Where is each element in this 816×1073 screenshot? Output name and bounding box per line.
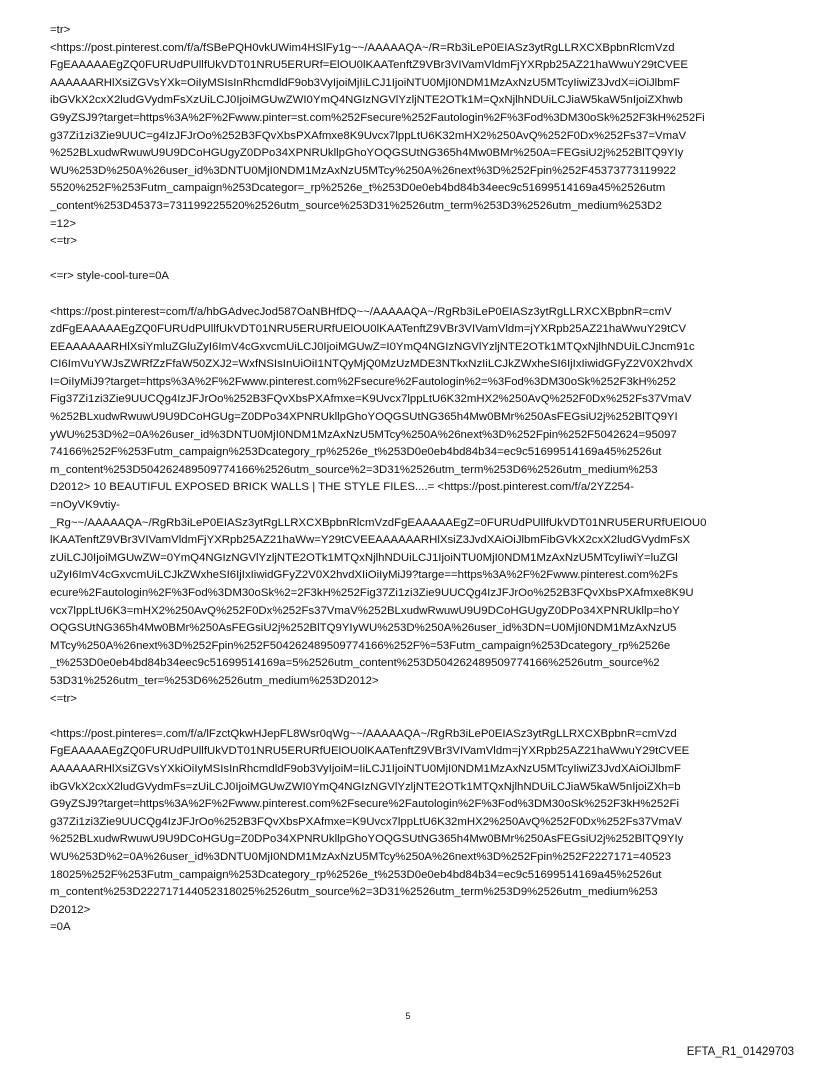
text-line: I=OiIyMiJ9?target=https%3A%2F%2Fwww.pinterest.com%2Fsecure%2Fautologin%2=%3Fod%3DM30oSk%252F3kH%252: [50, 375, 676, 388]
document-id: EFTA_R1_01429703: [686, 1046, 794, 1058]
page-number: 5: [405, 1011, 411, 1021]
text-line: ecure%2Fautologin%2F%3Fod%3DM30oSk%2=2F3kH%252Fig37Zi1zi3Zie9UUCQg4IzJFJrOo%252B3FQvXbsPXAfmxe8K9U: [50, 587, 694, 599]
text-line: AAAAAARHlXsiZGVsYXkiOiIyMSIsInRhcmdldF9ob3VyIjoiM=IiLCJ1IjoiNTU0MjI0NDM1MzAxNzU5MTcyIiwiZ3JvdXAiOiJlbmF: [50, 762, 681, 775]
text-line: 53D31%2526utm_ter=%253D6%2526utm_medium%253D2012>: [50, 674, 379, 687]
blank-line: [50, 708, 770, 726]
text-line: G9yZSJ9?target=https%3A%2F%2Fwww.pinter=st.com%252Fsecure%252Fautologin%2F%3Fod%3DM30oSk%252F3kH%252Fi: [50, 111, 705, 124]
text-line: AAAAAARHlXsiZGVsYXk=OiIyMSIsInRhcmdldF9ob3VyIjoiMjIiLCJ1IjoiNTU0MjI0NDM1MzAxNzU5MTcyIiwiZ3JvdX=iOiJlbmF: [50, 76, 680, 89]
text-line: yWU%253D%2=0A%26user_id%3DNTU0MjI0NDM1MzAxNzU5MTcy%250A%26next%3D%252Fpin%252F5042624=95097: [50, 428, 677, 441]
text-line: <=tr>: [50, 692, 77, 705]
text-line: Fig37Zi1zi3Zie9UUCQg4IzJFJrOo%252B3FQvXbsPXAfmxe=K9Uvcx7lppLtU6K32mHX2%250AvQ%252F0Dx%252Fs37VmaV: [50, 393, 692, 406]
text-line: _Rg~~/AAAAAQA~/RgRb3iLeP0EIASz3ytRgLLRXCXBpbnRlcmVzdFgEAAAAAEgZ=0FURUdPUllfUkVDT01NRU5ERURfUElOU0: [50, 516, 707, 529]
text-line: OQGSUtNG365h4Mw0BMr%250AsFEGsiU2j%252BlTQ9YIyWU%253D%250A%26user_id%3DN=U0MjI0NDM1MzAxNzU5: [50, 622, 677, 635]
text-line: uZyI6ImV4cGxvcmUiLCJkZWxheSI6IjIxIiwidGFyZ2V0X2hvdXIiOiIyMiJ9?targe==https%3A%2F%2Fwww.pinterest.com%2Fs: [50, 569, 678, 582]
text-line: g37Zi1zi3Zie9UUCQg4IzJFJrOo%252B3FQvXbsPXAfmxe=K9Uvcx7lppLtU6K32mHX2%250AvQ%252F0Dx%252Fs37VmaV: [50, 815, 682, 828]
text-line: %252BLxudwRwuwU9U9DCoHGUg=Z0DPo34XPNRUkllpGhoYOQGSUtNG365h4Mw0BMr%250AsFEGsiU2j%252BlTQ9YI: [50, 411, 678, 424]
text-line: =12>: [50, 217, 76, 230]
text-line: FgEAAAAAEgZQ0FURUdPUllfUkVDT01NRU5ERURfUElOU0lKAATenftZ9VBr3VIVamVldm=jYXRpb25AZ21haWwuY29tCVEE: [50, 745, 690, 758]
blank-line: [50, 286, 770, 304]
text-line: lKAATenftZ9VBr3VIVamVldmFjYXRpb25AZ21haWw=Y29tCVEEAAAAAARHlXsiZ3JvdXAiOiJlbmFibGVkX2cxX2ludGVydmFsX: [50, 534, 691, 547]
text-line: m_content%253D222717144052318025%2526utm_source%2=3D31%2526utm_term%253D9%2526utm_medium%253: [50, 886, 658, 899]
text-line: vcx7lppLtU6K3=mHX2%250AvQ%252F0Dx%252Fs37VmaV%252BLxudwRwuwU9U9DCoHGUgyZ0DPo34XPNRUkllp=hoY: [50, 604, 680, 617]
text-line: %252BLxudwRwuwU9U9DCoHGUgyZ0DPo34XPNRUkllpGhoYOQGSUtNG365h4Mw0BMr%250A=FEGsiU2j%252BlTQ9YIy: [50, 147, 684, 160]
text-line: WU%253D%250A%26user_id%3DNTU0MjI0NDM1MzAxNzU5MTcy%250A%26next%3D%252Fpin%252F45373773119922: [50, 164, 676, 177]
text-line: <https://post.pinterest=com/f/a/hbGAdvecJod587OaNBHfDQ~~/AAAAAQA~/RgRb3iLeP0EIASz3ytRgLLRXCXBpbnR=cmV: [50, 305, 672, 318]
text-line: <https://post.pinterest.com/f/a/fSBePQH0vkUWim4HSlFy1g~~/AAAAAQA~/R=Rb3iLeP0EIASz3ytRgLLRXCXBpbnRlcmVzd: [50, 41, 675, 54]
text-line: =tr>: [50, 24, 71, 36]
text-line: ibGVkX2cxX2ludGVydmFs=zUiLCJ0IjoiMGUwZWI0YmQ4NGIzNGVlYzljNTE2OTk1MTQxNjlhNDUiLCJiaW5kaW5nIjoiZXh=b: [50, 780, 681, 793]
text-line: =nOyVK9vtiy-: [50, 499, 120, 512]
text-line: EEAAAAAARHlXsiYmluZGluZyI6ImV4cGxvcmUiLCJ0IjoiMGUwZ=I0YmQ4NGIzNGVlYzljNTE2OTk1MTQxNjlhNDUiLCJncm91c: [50, 340, 695, 353]
text-line: D2012>: [50, 903, 91, 916]
text-line: WU%253D%2=0A%26user_id%3DNTU0MjI0NDM1MzAxNzU5MTcy%250A%26next%3D%252Fpin%252F2227171=40523: [50, 850, 672, 863]
text-line: CI6ImVuYWJsZWRfZzFfaW50ZXJ2=WxfNSIsInUiOiI1NTQyMjQ0MzUzMDE3NTkxNzIiLCJkZWxheSI6IjIxIiwidGFyZ2V0X2hvdX: [50, 358, 693, 371]
text-line: <=r> style-cool-ture=0A: [50, 270, 170, 283]
text-line: <=tr>: [50, 235, 77, 248]
text-line: zdFgEAAAAAEgZQ0FURUdPUllfUkVDT01NRU5ERURfUElOU0lKAATenftZ9VBr3VIVamVldm=jYXRpb25AZ21haWwuY29tCV: [50, 323, 687, 336]
text-line: MTcy%250A%26next%3D%252Fpin%252F504262489509774166%252F%=53Futm_campaign%253Dcategory_rp%2526e: [50, 639, 671, 652]
text-line: ibGVkX2cxX2ludGVydmFsXzUiLCJ0IjoiMGUwZWI0YmQ4NGIzNGVlYzljNTE2OTk1M=QxNjlhNDUiLCJiaW5kaW5nIjoiZXhwb: [50, 94, 683, 107]
blank-line: [50, 251, 770, 269]
text-line: 18025%252F%253Futm_campaign%253Dcategory_rp%2526e_t%253D0e0eb4bd84b34=ec9c51699514169a45%2526ut: [50, 868, 662, 881]
text-line: FgEAAAAAEgZQ0FURUdPUllfUkVDT01NRU5ERURf=ElOU0lKAATenftZ9VBr3VIVamVldmFjYXRpb25AZ21haWwuY29tCVEE: [50, 59, 688, 72]
text-line: D2012> 10 BEAUTIFUL EXPOSED BRICK WALLS | THE STYLE FILES....= <https://post.pinterest.com/f/a/2YZ254-: [50, 481, 635, 494]
text-line: =0A: [50, 921, 71, 934]
text-line: zUiLCJ0IjoiMGUwZW=0YmQ4NGIzNGVlYzljNTE2OTk1MTQxNjlhNDUiLCJ1IjoiNTU0MjI0NDM1MzAxNzU5MTcyIiwiY=luZGl: [50, 551, 678, 564]
text-line: _content%253D45373=731199225520%2526utm_source%253D31%2526utm_term%253D3%2526utm_medium%253D2: [50, 199, 662, 212]
text-line: m_content%253D504262489509774166%2526utm_source%2=3D31%2526utm_term%253D6%2526utm_medium%253: [50, 463, 658, 476]
text-line: g37Zi1zi3Zie9UUC=g4IzJFJrOo%252B3FQvXbsPXAfmxe8K9Uvcx7lppLtU6K32mHX2%250AvQ%252F0Dx%252Fs37=VmaV: [50, 129, 687, 142]
text-line: _t%253D0e0eb4bd84b34eec9c51699514169a=5%2526utm_content%253D504262489509774166%2526utm_source%2: [50, 657, 660, 670]
text-line: %252BLxudwRwuwU9U9DCoHGUg=Z0DPo34XPNRUkllpGhoYOQGSUtNG365h4Mw0BMr%250AsFEGsiU2j%252BlTQ9YIy: [50, 833, 684, 846]
text-line: 5520%252F%253Futm_campaign%253Dcategor=_rp%2526e_t%253D0e0eb4bd84b34eec9c51699514169a45%2526utm: [50, 182, 666, 195]
text-line: <https://post.pinteres=.com/f/a/lFzctQkwHJepFL8Wsr0qWg~~/AAAAAQA~/RgRb3iLeP0EIASz3ytRgLLRXCXBpbnR=cmVzd: [50, 727, 677, 740]
text-line: 74166%252F%253Futm_campaign%253Dcategory_rp%2526e_t%253D0e0eb4bd84b34=ec9c51699514169a45%2526ut: [50, 446, 662, 459]
text-line: G9yZSJ9?target=https%3A%2F%2Fwww.pinterest.com%2Fsecure%2Fautologin%2F%3Fod%3DM30oSk%252F3kH%252Fi: [50, 798, 679, 811]
document-body: [50, 22, 770, 937]
